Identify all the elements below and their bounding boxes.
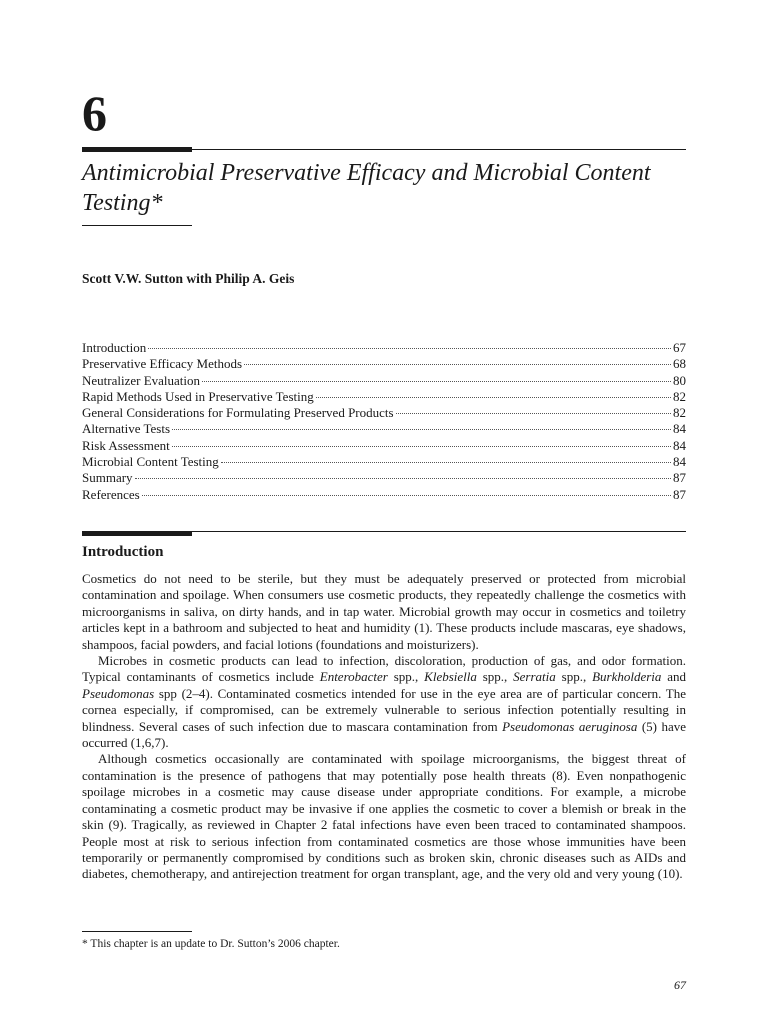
toc-leader <box>172 446 671 447</box>
toc-entry-label: General Considerations for Formulating Preserved Products <box>82 405 394 421</box>
toc-entry-label: Microbial Content Testing <box>82 454 219 470</box>
chapter-number: 6 <box>82 85 107 141</box>
toc-entry-label: Alternative Tests <box>82 421 171 437</box>
title-rule-thick <box>82 147 192 152</box>
paragraph: Cosmetics do not need to be sterile, but they must be adequately preserved or protected from microbial contamination and spoilage. When consumers use cosmetic products, they repeatedly challenge the cosmetics with microorganisms in saliva, on dirty hands, and in tap water. Microbial growth may occur in cosmetics and toiletry articles kept in a bathroom and subjected to heat and humidity (1). These products include mascaras, eye shadows, shampoos, facial powders, and facial lotions (foundations and moisturizers). <box>82 571 686 652</box>
toc-leader <box>142 495 671 496</box>
toc-leader <box>172 429 671 430</box>
section-rule-thick <box>82 531 192 536</box>
table-of-contents <box>82 340 686 503</box>
toc-leader <box>221 462 671 463</box>
toc-leader <box>148 348 671 349</box>
toc-entry[interactable] <box>82 340 686 356</box>
toc-entry-page: 84 <box>673 421 686 437</box>
toc-entry-label: Preservative Efficacy Methods <box>82 356 243 372</box>
section-heading-introduction: Introduction <box>82 544 164 560</box>
toc-entry[interactable] <box>82 438 686 454</box>
toc-entry[interactable] <box>82 373 686 389</box>
page-number: 67 <box>674 978 686 992</box>
section-rule-thin <box>192 531 686 532</box>
toc-leader <box>316 397 671 398</box>
toc-entry[interactable] <box>82 454 686 470</box>
toc-leader <box>135 478 671 479</box>
toc-entry[interactable] <box>82 487 686 503</box>
paragraph: Microbes in cosmetic products can lead to infection, discoloration, production of gas, and odor formation. Typical contaminants of cosmetics include Enterobacter spp., Klebsiella spp., Serratia spp., Burkholderia and Pseudomonas spp (2–4). Contaminated cosmetics intended for use in the eye area are of particular concern. The cornea especially, if compromised, can be extremely vulnerable to serious infection potentially resulting in blindness. Several cases of such infection due to mascara contamination from Pseudomonas aeruginosa (5) have occurred (1,6,7). <box>82 653 687 751</box>
toc-leader <box>396 413 671 414</box>
toc-entry-label: Neutralizer Evaluation <box>82 372 201 388</box>
title-rule-thin <box>192 149 686 150</box>
footnote-rule <box>82 931 192 932</box>
chapter-title: Antimicrobial Preservative Efficacy and Microbial Content Testing* <box>82 160 651 216</box>
paragraph: Although cosmetics occasionally are contaminated with spoilage microorganisms, the biggest threat of contamination is the presence of pathogens that may potentially pose health threats (8). Even nonpathogenic spoilage microbes in a cosmetic may cause disease under appropriate conditions. For example, a microbe contaminating a cosmetic product may be invasive if one applies the cosmetic to cover a blemish or break in the skin (9). Tragically, as reviewed in Chapter 2 fatal infections have even been traced to contaminated shampoos. People most at risk to serious infection from contaminated cosmetics are those whose immunities have been temporarily or permanently compromised by conditions such as broken skin, chronic diseases such as AIDs and diabetes, chemotherapy, and antirejection treatment for organ transplant, age, and the very old and very young (10). <box>82 751 686 882</box>
toc-entry-page: 84 <box>673 454 686 470</box>
toc-entry-label: References <box>82 486 140 502</box>
toc-entry-page: 82 <box>673 388 686 404</box>
footnote: * This chapter is an update to Dr. Sutton’s 2006 chapter. <box>82 938 340 950</box>
toc-entry-page: 84 <box>673 437 686 453</box>
chapter-authors: Scott V.W. Sutton with Philip A. Geis <box>82 271 295 286</box>
toc-entry[interactable] <box>82 389 686 405</box>
toc-entry[interactable] <box>82 356 686 372</box>
toc-entry[interactable] <box>82 470 686 486</box>
toc-entry-page: 87 <box>673 486 686 502</box>
toc-entry-label: Introduction <box>82 340 147 355</box>
toc-leader <box>244 364 671 365</box>
toc-entry-label: Summary <box>82 470 133 486</box>
toc-entry-page: 68 <box>673 356 686 372</box>
toc-entry-page: 82 <box>673 405 686 421</box>
toc-leader <box>202 381 671 382</box>
toc-entry-label: Rapid Methods Used in Preservative Testing <box>82 388 314 404</box>
toc-entry-page: 87 <box>673 470 686 486</box>
toc-entry-page: 80 <box>673 372 686 388</box>
toc-entry[interactable] <box>82 405 686 421</box>
toc-entry-page: 67 <box>673 340 686 355</box>
toc-entry-label: Risk Assessment <box>82 437 170 453</box>
title-underline <box>82 225 192 226</box>
toc-entry[interactable] <box>82 421 686 437</box>
introduction-body <box>82 571 686 883</box>
